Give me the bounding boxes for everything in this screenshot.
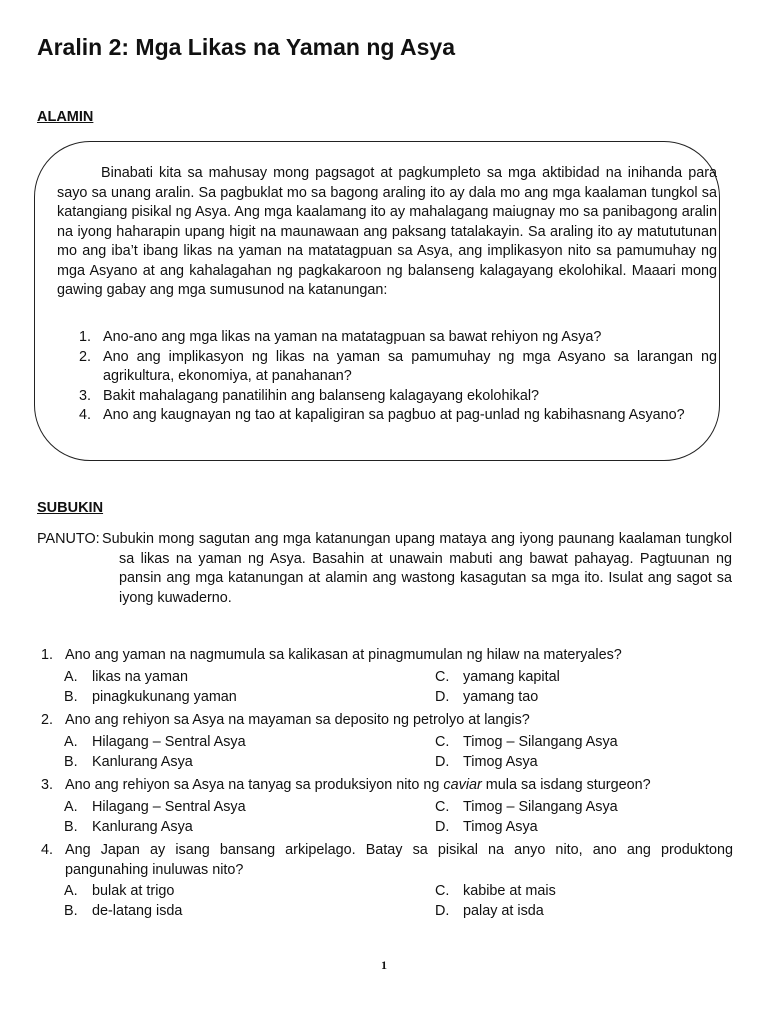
choice-a: A. Hilagang – Sentral Asya [64, 733, 246, 750]
guide-question: 2. Ano ang implikasyon ng likas na yaman sa pamumuhay ng mga Asyano sa larangan ng agrikultura, ekonomiya, at panahanan? [79, 348, 717, 384]
choice-d: D. yamang tao [435, 688, 539, 705]
choice-b: B. pinagkukunang yaman [64, 688, 237, 705]
quiz-question-4: 4. Ang Japan ay isang bansang arkipelago. Batay sa pisikal na anyo nito, ano ang produktong pangunahing inuluwas nito? A. bulak at trigo B. de-latang isda C. kabibe at mais D. palay at isda [37, 841, 733, 922]
choices [37, 881, 733, 922]
choice-d: D. palay at isda [435, 903, 544, 919]
guide-question: 4. Ano ang kaugnayan ng tao at kapaligiran sa pagbuo at pag-unlad ng kabihasnang Asyano? [79, 407, 685, 423]
panuto-text: Subukin mong sagutan ang mga katanungan upang mataya ang iyong paunang kaalaman tungkol sa likas na yaman ng Asya. Basahin at unawain mabuti ang bawat pahayag. Pagtuunan ng pansin ang mga katanungan at alamin ang wastong kasagutan sa mga ito. Isulat ang sagot sa iyong kuwaderno. [102, 531, 733, 606]
choice-a: A. Hilagang – Sentral Asya [64, 798, 246, 815]
alamin-paragraph: Binabati kita sa mahusay mong pagsagot at pagkumpleto sa mga aktibidad na inihanda para sayo sa unang aralin. Sa pagbuklat mo sa bagong araling ito ay dala mo ang mga kaalaman tungkol sa katangiang pisikal ng Asya. Ang mga kaalamang ito ay mahalagang maiugnay mo sa panibagong aralin na iyong haharapin upang higit na maunawaan ang paksang tatalakayin. Sa araling ito ay matututunan mo ang iba’t ibang likas na yaman na matatagpuan sa Asya, ang implikasyon nito sa pamumuhay ng mga Asyano at ang kahalagahan ng pagkakaroon ng balanseng kalagayang ekolohikal. Maaari mong gawing gabay ang mga sumusunod na katanungan: [57, 165, 717, 298]
choices [37, 797, 733, 838]
page-title: Aralin 2: Mga Likas na Yaman ng Asya [37, 34, 455, 60]
subukin-heading: SUBUKIN [37, 500, 104, 516]
panuto-label: PANUTO: [37, 531, 100, 547]
choice-d: D. Timog Asya [435, 818, 538, 835]
quiz-question-3: 3. Ano ang rehiyon sa Asya na tanyag sa produksiyon nito ng caviar mula sa isdang sturgeon? A. Hilagang – Sentral Asya B. Kanlurang Asya C. Timog – Silangang Asya D. Timog Asya [37, 776, 733, 838]
choice-c: C. Timog – Silangang Asya [435, 798, 618, 815]
choice-c: C. yamang kapital [435, 668, 560, 685]
choice-b: B. Kanlurang Asya [64, 753, 193, 770]
choice-a: A. bulak at trigo [64, 883, 175, 899]
quiz-question-2: 2. Ano ang rehiyon sa Asya na mayaman sa deposito ng petrolyo at langis? A. Hilagang – Sentral Asya B. Kanlurang Asya C. Timog – Silangang Asya D. Timog Asya [37, 711, 733, 773]
choice-b: B. de-latang isda [64, 903, 183, 919]
quiz-question-1: 1. Ano ang yaman na nagmumula sa kalikasan at pinagmumulan ng hilaw na materyales? A. likas na yaman B. pinagkukunang yaman C. yamang kapital D. yamang tao [37, 646, 733, 708]
guide-question: 3. Bakit mahalagang panatilihin ang balanseng kalagayang ekolohikal? [79, 387, 540, 404]
choice-d: D. Timog Asya [435, 753, 538, 770]
question-stem: Ano ang rehiyon sa Asya na tanyag sa produksiyon nito ng caviar mula sa isdang sturgeon? [65, 777, 651, 793]
question-stem: Ano ang yaman na nagmumula sa kalikasan at pinagmumulan ng hilaw na materyales? [65, 647, 622, 663]
choice-c: C. Timog – Silangang Asya [435, 733, 618, 750]
choice-b: B. Kanlurang Asya [64, 818, 193, 835]
choices [37, 667, 733, 708]
choice-a: A. likas na yaman [64, 668, 188, 685]
question-stem: Ano ang rehiyon sa Asya na mayaman sa deposito ng petrolyo at langis? [65, 712, 530, 728]
page-number: 1 [381, 958, 387, 972]
question-stem: Ang Japan ay isang bansang arkipelago. Batay sa pisikal na anyo nito, ano ang produktong pangunahing inuluwas nito? [65, 842, 733, 878]
alamin-heading: ALAMIN [37, 109, 94, 125]
choices [37, 732, 733, 773]
choice-c: C. kabibe at mais [435, 883, 556, 899]
guide-question: 1. Ano-ano ang mga likas na yaman na matatagpuan sa bawat rehiyon ng Asya? [79, 329, 602, 345]
guide-questions-list [57, 328, 717, 426]
